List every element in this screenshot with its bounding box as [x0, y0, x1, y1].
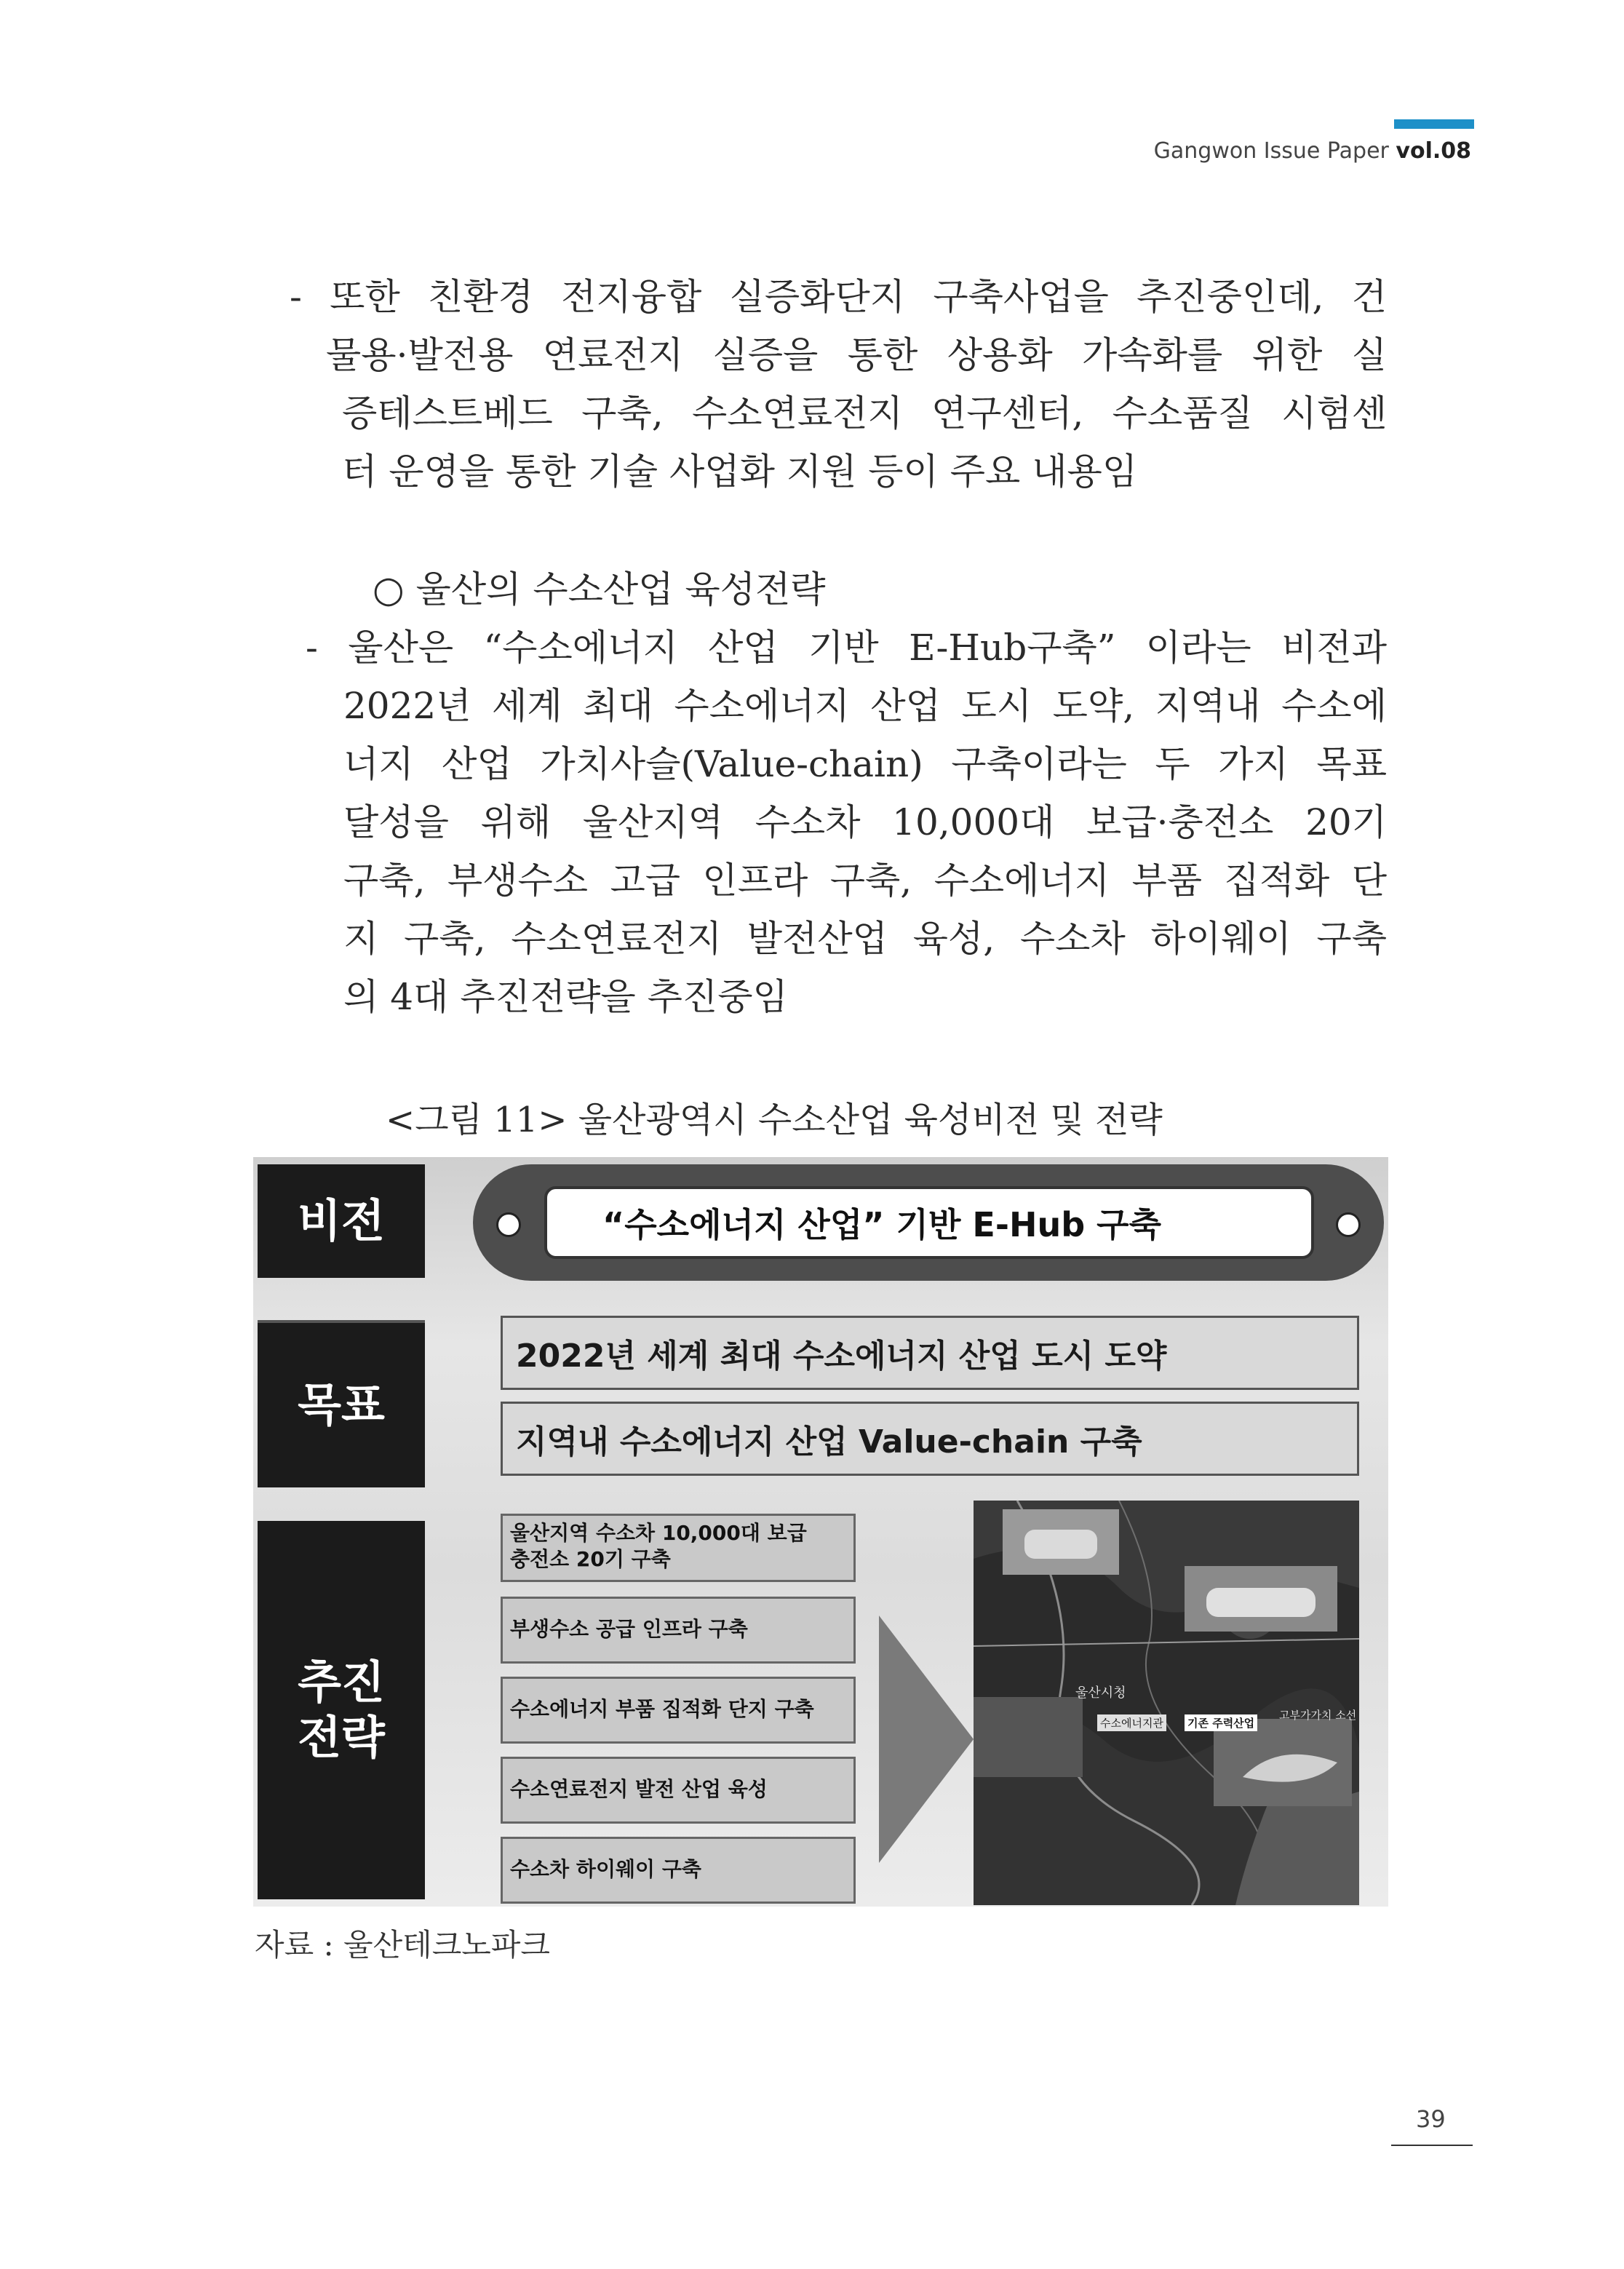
- publication-name: Gangwon Issue Paper: [1153, 138, 1396, 164]
- strategy-label-line: 전략: [298, 1711, 385, 1764]
- map-tag: 기존 주력산업: [1185, 1714, 1257, 1731]
- map-tag: 수소에너지관: [1097, 1714, 1166, 1731]
- strategy-box: [501, 1597, 856, 1664]
- strategy-text: 충전소 20기 구축: [510, 1547, 671, 1571]
- capsule-dot-left: [496, 1212, 521, 1237]
- map-image: [974, 1501, 1359, 1905]
- vision-text: “수소에너지 산업” 기반 E-Hub 구축: [544, 1186, 1314, 1259]
- vision-label: 비전: [258, 1164, 425, 1278]
- figure-caption: <그림 11> 울산광역시 수소산업 육성비전 및 전략: [386, 1100, 1163, 1140]
- strategy-text: 울산지역 수소차 10,000대 보급: [510, 1521, 807, 1545]
- strategy-box: [501, 1837, 856, 1904]
- header-accent-bar: [1394, 119, 1474, 129]
- goal-box: 지역내 수소에너지 산업 Value-chain 구축: [501, 1402, 1359, 1476]
- text-line: - 울산은 “수소에너지 산업 기반 E-Hub구축” 이라는 비전과: [306, 627, 1387, 669]
- paragraph-2: [306, 619, 1387, 1026]
- page-number-underline: [1391, 2145, 1473, 2146]
- section-heading: ○ 울산의 수소산업 육성전략: [373, 568, 826, 611]
- text-line: 지 구축, 수소연료전지 발전산업 육성, 수소차 하이웨이 구축: [343, 918, 1387, 960]
- volume-label: vol.08: [1396, 138, 1471, 164]
- figure-source: 자료 : 울산테크노파크: [255, 1927, 551, 1963]
- strategy-text: 수소연료전지 발전 산업 육성: [510, 1777, 768, 1801]
- text-line: 구축, 부생수소 고급 인프라 구축, 수소에너지 부품 집적화 단: [343, 859, 1387, 902]
- strategy-label-line: 추진: [298, 1656, 385, 1709]
- goal-box: 2022년 세계 최대 수소에너지 산업 도시 도약: [501, 1316, 1359, 1390]
- text-line: 2022년 세계 최대 수소에너지 산업 도시 도약, 지역내 수소에: [343, 685, 1387, 727]
- goal-label: 목표: [258, 1320, 425, 1487]
- strategy-text: 수소에너지 부품 집적화 단지 구축: [510, 1697, 814, 1721]
- text-line: 터 운영을 통한 기술 사업화 지원 등이 주요 내용임: [342, 450, 1138, 493]
- text-line: 너지 산업 가치사슬(Value-chain) 구축이라는 두 가지 목표: [343, 743, 1387, 785]
- strategy-box: [501, 1677, 856, 1744]
- strategy-box: [501, 1514, 856, 1582]
- capsule-dot-right: [1336, 1212, 1361, 1237]
- strategy-label: [258, 1521, 425, 1899]
- paragraph-1: [290, 268, 1387, 501]
- text-line: 증테스트베드 구축, 수소연료전지 연구센터, 수소품질 시험센: [342, 392, 1387, 434]
- strategy-text: 수소차 하이웨이 구축: [510, 1857, 701, 1881]
- text-line: - 또한 친환경 전지융합 실증화단지 구축사업을 추진중인데, 건: [290, 276, 1387, 318]
- map-label-city-hall: 울산시청: [1075, 1685, 1126, 1701]
- page-number: 39: [1416, 2105, 1446, 2133]
- text-line: 의 4대 추진전략을 추진중임: [343, 976, 788, 1018]
- running-header: [1154, 138, 1471, 164]
- text-line: 달성을 위해 울산지역 수소차 10,000대 보급·충전소 20기: [343, 801, 1387, 843]
- strategy-box: [501, 1757, 856, 1824]
- strategy-text: 부생수소 공급 인프라 구축: [510, 1617, 748, 1641]
- vision-capsule: [473, 1164, 1384, 1281]
- right-arrow-icon: [879, 1616, 974, 1863]
- ulsan-aerial-map: [974, 1501, 1359, 1905]
- strategy-figure: [253, 1157, 1388, 1907]
- text-line: 물용·발전용 연료전지 실증을 통한 상용화 가속화를 위한 실: [326, 334, 1387, 376]
- map-tag: 고부가가치 소선: [1279, 1709, 1357, 1722]
